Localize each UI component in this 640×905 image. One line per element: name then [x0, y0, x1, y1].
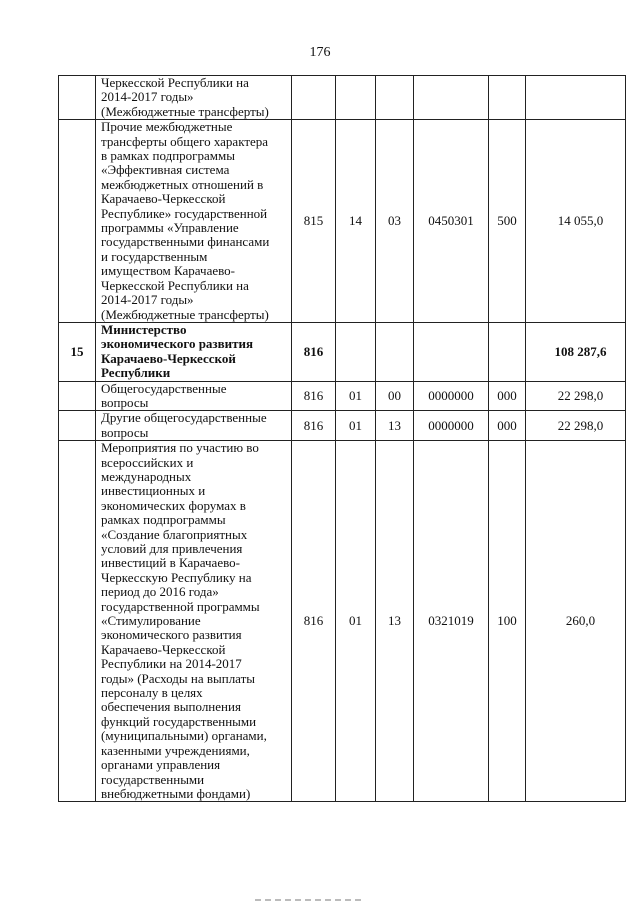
row-name-line: государственной программы	[101, 598, 260, 614]
row-name-line: экономического развития	[101, 627, 242, 643]
row-ved-cell: 816	[292, 441, 336, 802]
table-row	[59, 120, 626, 323]
row-name-line: «Стимулирование	[101, 613, 201, 629]
row-name-cell	[96, 381, 292, 411]
row-name-line: условий для привлечения	[101, 541, 243, 556]
row-name-line: казенными учреждениями,	[101, 742, 250, 758]
row-name-line: инвестиций в Карачаево-	[101, 555, 240, 571]
row-name-line: имуществом Карачаево-	[101, 263, 235, 279]
row-csr-cell: 0000000	[414, 381, 489, 411]
row-name-line: функций государственными	[101, 713, 257, 729]
row-rz-cell: 14	[336, 120, 376, 323]
row-name-line: Республики	[101, 365, 171, 381]
row-sum-value: 108 287,6	[554, 343, 607, 359]
row-name-cell	[96, 322, 292, 381]
row-name-line: Карачаево-Черкесской	[101, 191, 226, 207]
row-csr-cell: 0450301	[414, 120, 489, 323]
row-rz-cell: 01	[336, 441, 376, 802]
row-name-line: межбюджетных отношений в	[101, 176, 264, 192]
row-sum-value: 22 298,0	[557, 417, 604, 433]
row-name-line: (Межбюджетные трансферты)	[101, 306, 269, 322]
row-vr-cell: 000	[489, 411, 526, 441]
table-row	[59, 411, 626, 441]
row-name-cell	[96, 411, 292, 441]
row-name-line: 2014-2017 годы»	[101, 292, 194, 308]
row-name-line: программы «Управление	[101, 220, 239, 236]
row-sum-cell	[526, 76, 626, 120]
row-name-line: (муниципальными) органами,	[101, 728, 267, 744]
row-num-cell	[59, 441, 96, 802]
row-name-line: государственными финансами	[101, 234, 270, 250]
row-name-line: 2014-2017 годы»	[101, 89, 194, 105]
row-sum-cell	[526, 441, 626, 802]
page-number: 176	[309, 45, 331, 60]
row-name-line: Общегосударственные	[101, 380, 227, 396]
row-csr-cell: 0321019	[414, 441, 489, 802]
table-body	[59, 76, 626, 802]
row-num-cell	[59, 76, 96, 120]
row-name-line: обеспечения выполнения	[101, 699, 241, 715]
row-name-line: Мероприятия по участию во	[101, 440, 259, 456]
row-vr-cell: 500	[489, 120, 526, 323]
row-name-line: вопросы	[101, 424, 149, 440]
row-name-cell	[96, 76, 292, 120]
row-rz-cell: 01	[336, 411, 376, 441]
row-name-line: Республике» государственной	[101, 205, 268, 221]
row-num-cell	[59, 120, 96, 323]
row-name-line: «Создание благоприятных	[101, 526, 248, 542]
row-name-line: Другие общегосударственные	[101, 410, 267, 426]
row-csr-cell: 0000000	[414, 411, 489, 441]
scan-artifact	[255, 899, 365, 901]
row-name-line: государственными	[101, 771, 205, 787]
table-row	[59, 441, 626, 802]
row-sum-cell	[526, 322, 626, 381]
budget-table	[58, 75, 626, 802]
row-name-line: Министерство	[101, 321, 187, 337]
table-row	[59, 322, 626, 381]
row-pr-cell: 13	[376, 441, 414, 802]
row-pr-cell	[376, 76, 414, 120]
row-name-line: Черкесской Республики на	[101, 277, 249, 293]
row-sum-cell	[526, 120, 626, 323]
row-num-cell: 15	[59, 322, 96, 381]
row-pr-cell: 03	[376, 120, 414, 323]
table-row	[59, 76, 626, 120]
row-rz-cell	[336, 322, 376, 381]
row-ved-cell: 816	[292, 381, 336, 411]
row-csr-cell	[414, 76, 489, 120]
row-name-line: (Межбюджетные трансферты)	[101, 103, 269, 119]
row-ved-cell: 816	[292, 411, 336, 441]
row-sum-cell	[526, 411, 626, 441]
row-num-cell	[59, 411, 96, 441]
row-name-line: «Эффективная система	[101, 162, 230, 178]
row-name-line: в рамках подпрограммы	[101, 148, 235, 164]
row-rz-cell	[336, 76, 376, 120]
row-name-line: рамках подпрограммы	[101, 512, 226, 528]
row-ved-cell	[292, 76, 336, 120]
row-ved-cell: 816	[292, 322, 336, 381]
row-pr-cell: 00	[376, 381, 414, 411]
row-pr-cell: 13	[376, 411, 414, 441]
row-name-line: и государственным	[101, 248, 208, 264]
row-name-cell	[96, 120, 292, 323]
row-name-line: Республики на 2014-2017	[101, 656, 242, 672]
row-name-line: инвестиционных и	[101, 483, 206, 499]
row-pr-cell	[376, 322, 414, 381]
row-sum-value: 260,0	[565, 613, 596, 629]
row-vr-cell: 100	[489, 441, 526, 802]
row-name-line: персоналу в целях	[101, 685, 203, 701]
row-vr-cell	[489, 322, 526, 381]
row-name-line: Карачаево-Черкесской	[101, 350, 236, 366]
row-name-line: Прочие межбюджетные	[101, 119, 233, 135]
row-name-line: экономического развития	[101, 336, 254, 352]
row-name-line: органами управления	[101, 757, 221, 773]
row-vr-cell	[489, 76, 526, 120]
row-name-line: всероссийских и	[101, 454, 194, 470]
row-name-line: годы» (Расходы на выплаты	[101, 670, 256, 686]
row-name-line: Черкесскую Республику на	[101, 569, 252, 585]
row-vr-cell: 000	[489, 381, 526, 411]
row-sum-value: 22 298,0	[557, 387, 604, 403]
row-name-line: внебюджетными фондами)	[101, 785, 251, 801]
row-name-line: период до 2016 года»	[101, 584, 219, 600]
row-name-line: международных	[101, 468, 192, 484]
row-name-line: Карачаево-Черкесской	[101, 641, 226, 657]
row-num-cell	[59, 381, 96, 411]
row-name-line: трансферты общего характера	[101, 133, 269, 149]
row-sum-cell	[526, 381, 626, 411]
table-row	[59, 381, 626, 411]
row-name-line: Черкесской Республики на	[101, 75, 249, 90]
row-rz-cell: 01	[336, 381, 376, 411]
row-name-cell	[96, 441, 292, 802]
row-csr-cell	[414, 322, 489, 381]
row-sum-value: 14 055,0	[557, 212, 604, 228]
row-ved-cell: 815	[292, 120, 336, 323]
row-name-line: вопросы	[101, 394, 149, 410]
row-name-line: экономических форумах в	[101, 497, 246, 513]
